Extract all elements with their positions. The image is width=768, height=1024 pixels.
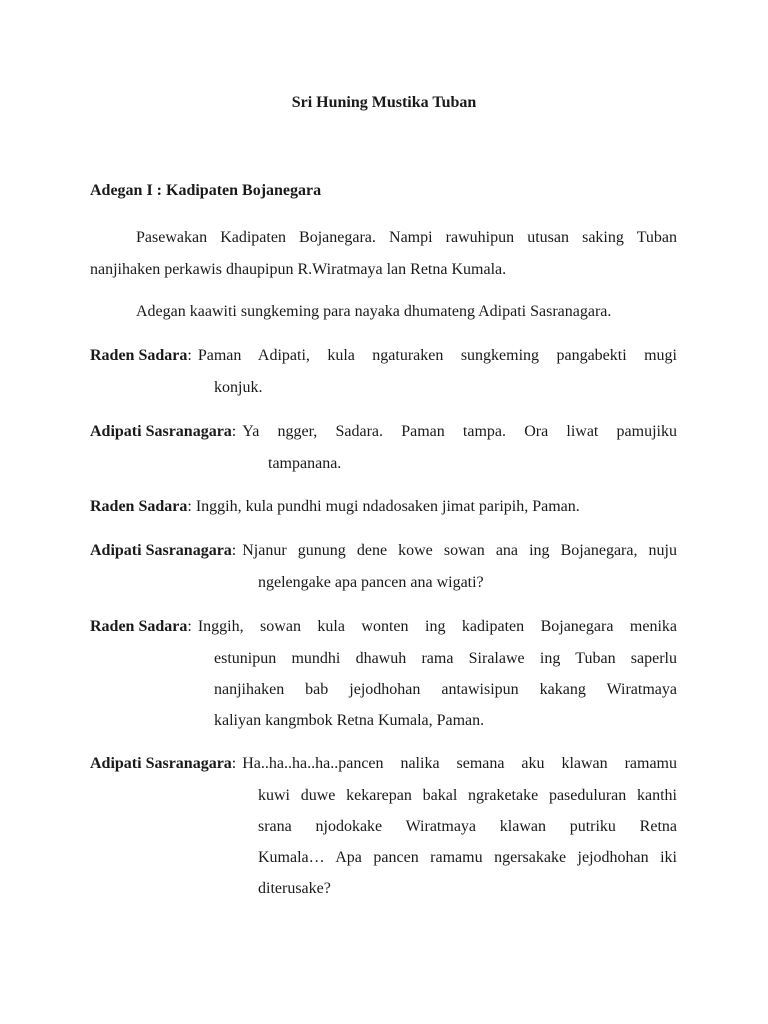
- narration-paragraph: [90, 296, 677, 328]
- dialogue-line: srana njodokake Wiratmaya klawan putriku Retna: [258, 818, 677, 835]
- dialogue-entry: Raden Sadara: Paman Adipati, kula ngaturaken sungkeming pangabekti mugi konjuk.: [90, 340, 677, 403]
- dialogue-entry: Adipati Sasranagara: Ha..ha..ha..ha..pancen nalika semana aku klawan ramamu kuwi duwe kekarepan bakal ngraketake paseduluran kanthi srana njodokake Wiratmaya klawan putriku Retna Kumala… Apa pancen ramamu ngersakake jejodhohan iki diterusake?: [90, 748, 677, 904]
- dialogue-line: diterusake?: [258, 880, 331, 897]
- narration-paragraph: [90, 222, 677, 286]
- narration-line: Pasewakan Kadipaten Bojanegara. Nampi rawuhipun utusan saking Tuban: [136, 229, 677, 246]
- narration-line: nanjihaken perkawis dhaupipun R.Wiratmaya lan Retna Kumala.: [90, 261, 507, 278]
- dialogue-line: Paman Adipati, kula ngaturaken sungkeming pangabekti mugi: [197, 347, 677, 364]
- dialogue-line: Inggih, sowan kula wonten ing kadipaten Bojanegara menika: [197, 618, 677, 635]
- dialogue-line: Ya ngger, Sadara. Paman tampa. Ora liwat pamujiku: [242, 423, 677, 440]
- dialogue-entry: Adipati Sasranagara: Njanur gunung dene kowe sowan ana ing Bojanegara, nuju ngelengake apa pancen ana wigati?: [90, 535, 677, 598]
- scene-heading: Adegan I : Kadipaten Bojanegara: [90, 182, 322, 199]
- dialogue-line: tampanana.: [268, 455, 342, 472]
- speaker-name: Raden Sadara: [90, 347, 188, 364]
- speaker-name: Adipati Sasranagara: [90, 542, 232, 559]
- dialogue-line: kuwi duwe kekarepan bakal ngraketake paseduluran kanthi: [258, 787, 677, 804]
- dialogue-line: Kumala… Apa pancen ramamu ngersakake jejodhohan iki: [258, 849, 677, 866]
- speaker-name: Raden Sadara: [90, 618, 188, 635]
- dialogue-line: Njanur gunung dene kowe sowan ana ing Bojanegara, nuju: [242, 542, 677, 559]
- dialogue-entry: Adipati Sasranagara: Ya ngger, Sadara. Paman tampa. Ora liwat pamujiku tampanana.: [90, 416, 677, 479]
- dialogue-line: ngelengake apa pancen ana wigati?: [258, 574, 484, 591]
- dialogue-line: estunipun mundhi dhawuh rama Siralawe ing Tuban saperlu: [214, 650, 677, 667]
- speaker-name: Raden Sadara: [90, 498, 188, 515]
- document-title: Sri Huning Mustika Tuban: [291, 94, 477, 111]
- dialogue-line: nanjihaken bab jejodhohan antawisipun kakang Wiratmaya: [214, 681, 677, 698]
- dialogue-line: kaliyan kangmbok Retna Kumala, Paman.: [214, 712, 485, 729]
- dialogue-line: Ha..ha..ha..ha..pancen nalika semana aku klawan ramamu: [242, 755, 677, 772]
- narration-line: Adegan kaawiti sungkeming para nayaka dhumateng Adipati Sasranagara.: [136, 303, 612, 320]
- dialogue-line: konjuk.: [214, 379, 263, 396]
- dialogue-entry: Raden Sadara: Inggih, sowan kula wonten ing kadipaten Bojanegara menika estunipun mundhi dhawuh rama Siralawe ing Tuban saperlu nanjihaken bab jejodhohan antawisipun kakang Wiratmaya kaliyan kangmbok Retna Kumala, Paman.: [90, 611, 677, 736]
- dialogue-entry: Raden Sadara: Inggih, kula pundhi mugi ndadosaken jimat paripih, Paman.: [90, 498, 580, 515]
- speaker-name: Adipati Sasranagara: [90, 755, 232, 772]
- dialogue-line: Inggih, kula pundhi mugi ndadosaken jimat paripih, Paman.: [195, 498, 580, 515]
- speaker-name: Adipati Sasranagara: [90, 423, 232, 440]
- paragraph-indent: [90, 222, 136, 254]
